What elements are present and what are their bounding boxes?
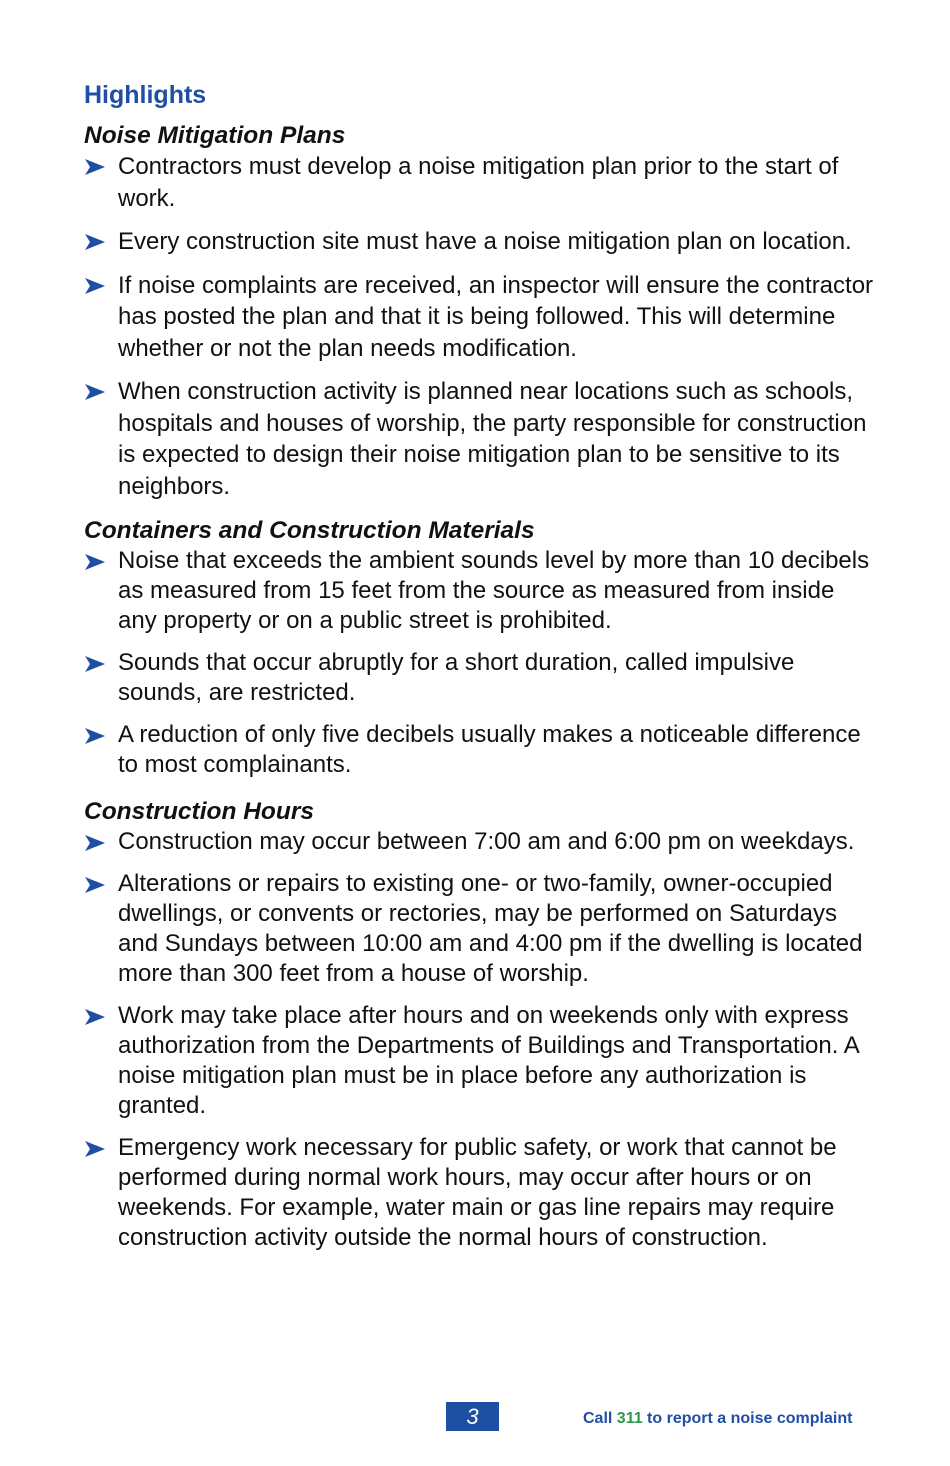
list-item [84,376,874,502]
arrow-bullet-icon [84,232,106,252]
section-title-containers-materials: Containers and Construction Materials [84,517,535,544]
noise-mitigation-list [84,151,874,502]
list-item-text: Work may take place after hours and on weekends only with express authorization from the Departments of Buildings and Transportation. A noise mitigation plan must be in place before any authorization is granted. [118,1002,859,1119]
list-item [84,648,874,708]
arrow-bullet-icon [84,276,106,296]
list-item-text: When construction activity is planned near locations such as schools, hospitals and houses of worship, the party responsible for construction is expected to design their noise mitigation plan to be sensitive to its neighbors. [118,378,867,500]
page-number: 3 [446,1402,499,1431]
footer-call-suffix: to report a noise complaint [642,1410,853,1427]
footer-call-text [583,1409,852,1429]
list-item-text: A reduction of only five decibels usually makes a noticeable difference to most complainants. [118,721,861,778]
list-item [84,869,874,989]
list-item-text: Sounds that occur abruptly for a short duration, called impulsive sounds, are restricted. [118,649,795,706]
list-item-text: Noise that exceeds the ambient sounds level by more than 10 decibels as measured from 15 feet from the source as measured from inside any property or on a public street is prohibited. [118,547,870,634]
arrow-bullet-icon [84,875,106,895]
section-title-construction-hours: Construction Hours [84,798,315,825]
list-item [84,226,874,258]
arrow-bullet-icon [84,1139,106,1159]
arrow-bullet-icon [84,833,106,853]
footer-call-number: 311 [616,1410,643,1427]
list-item [84,151,874,214]
construction-hours-list [84,827,874,1253]
section-title-noise-mitigation-plans: Noise Mitigation Plans [84,122,346,149]
list-item-text: Contractors must develop a noise mitigation plan prior to the start of work. [118,153,839,212]
footer-call-prefix: Call [583,1410,617,1427]
list-item [84,720,874,780]
list-item [84,827,874,857]
list-item [84,1001,874,1121]
list-item [84,546,874,636]
list-item-text: Every construction site must have a noise mitigation plan on location. [118,228,852,255]
arrow-bullet-icon [84,157,106,177]
list-item [84,1133,874,1253]
list-item-text: Emergency work necessary for public safety, or work that cannot be performed during normal work hours, may occur after hours or on weekends. For example, water main or gas line repairs may require construction activity outside the normal hours of construction. [118,1134,837,1251]
list-item-text: Construction may occur between 7:00 am and 6:00 pm on weekdays. [118,828,855,855]
highlights-heading: Highlights [84,81,207,109]
list-item-text: Alterations or repairs to existing one- or two-family, owner-occupied dwellings, or convents or rectories, may be performed on Saturdays and Sundays between 10:00 am and 4:00 pm if the dwelling is located more than 300 feet from a house of worship. [118,870,863,987]
page-content [84,78,874,1265]
arrow-bullet-icon [84,552,106,572]
containers-materials-list [84,546,874,780]
list-item-text: If noise complaints are received, an inspector will ensure the contractor has posted the plan and that it is being followed. This will determine whether or not the plan needs modification. [118,271,874,362]
arrow-bullet-icon [84,1007,106,1027]
list-item [84,270,874,365]
arrow-bullet-icon [84,726,106,746]
arrow-bullet-icon [84,654,106,674]
arrow-bullet-icon [84,382,106,402]
